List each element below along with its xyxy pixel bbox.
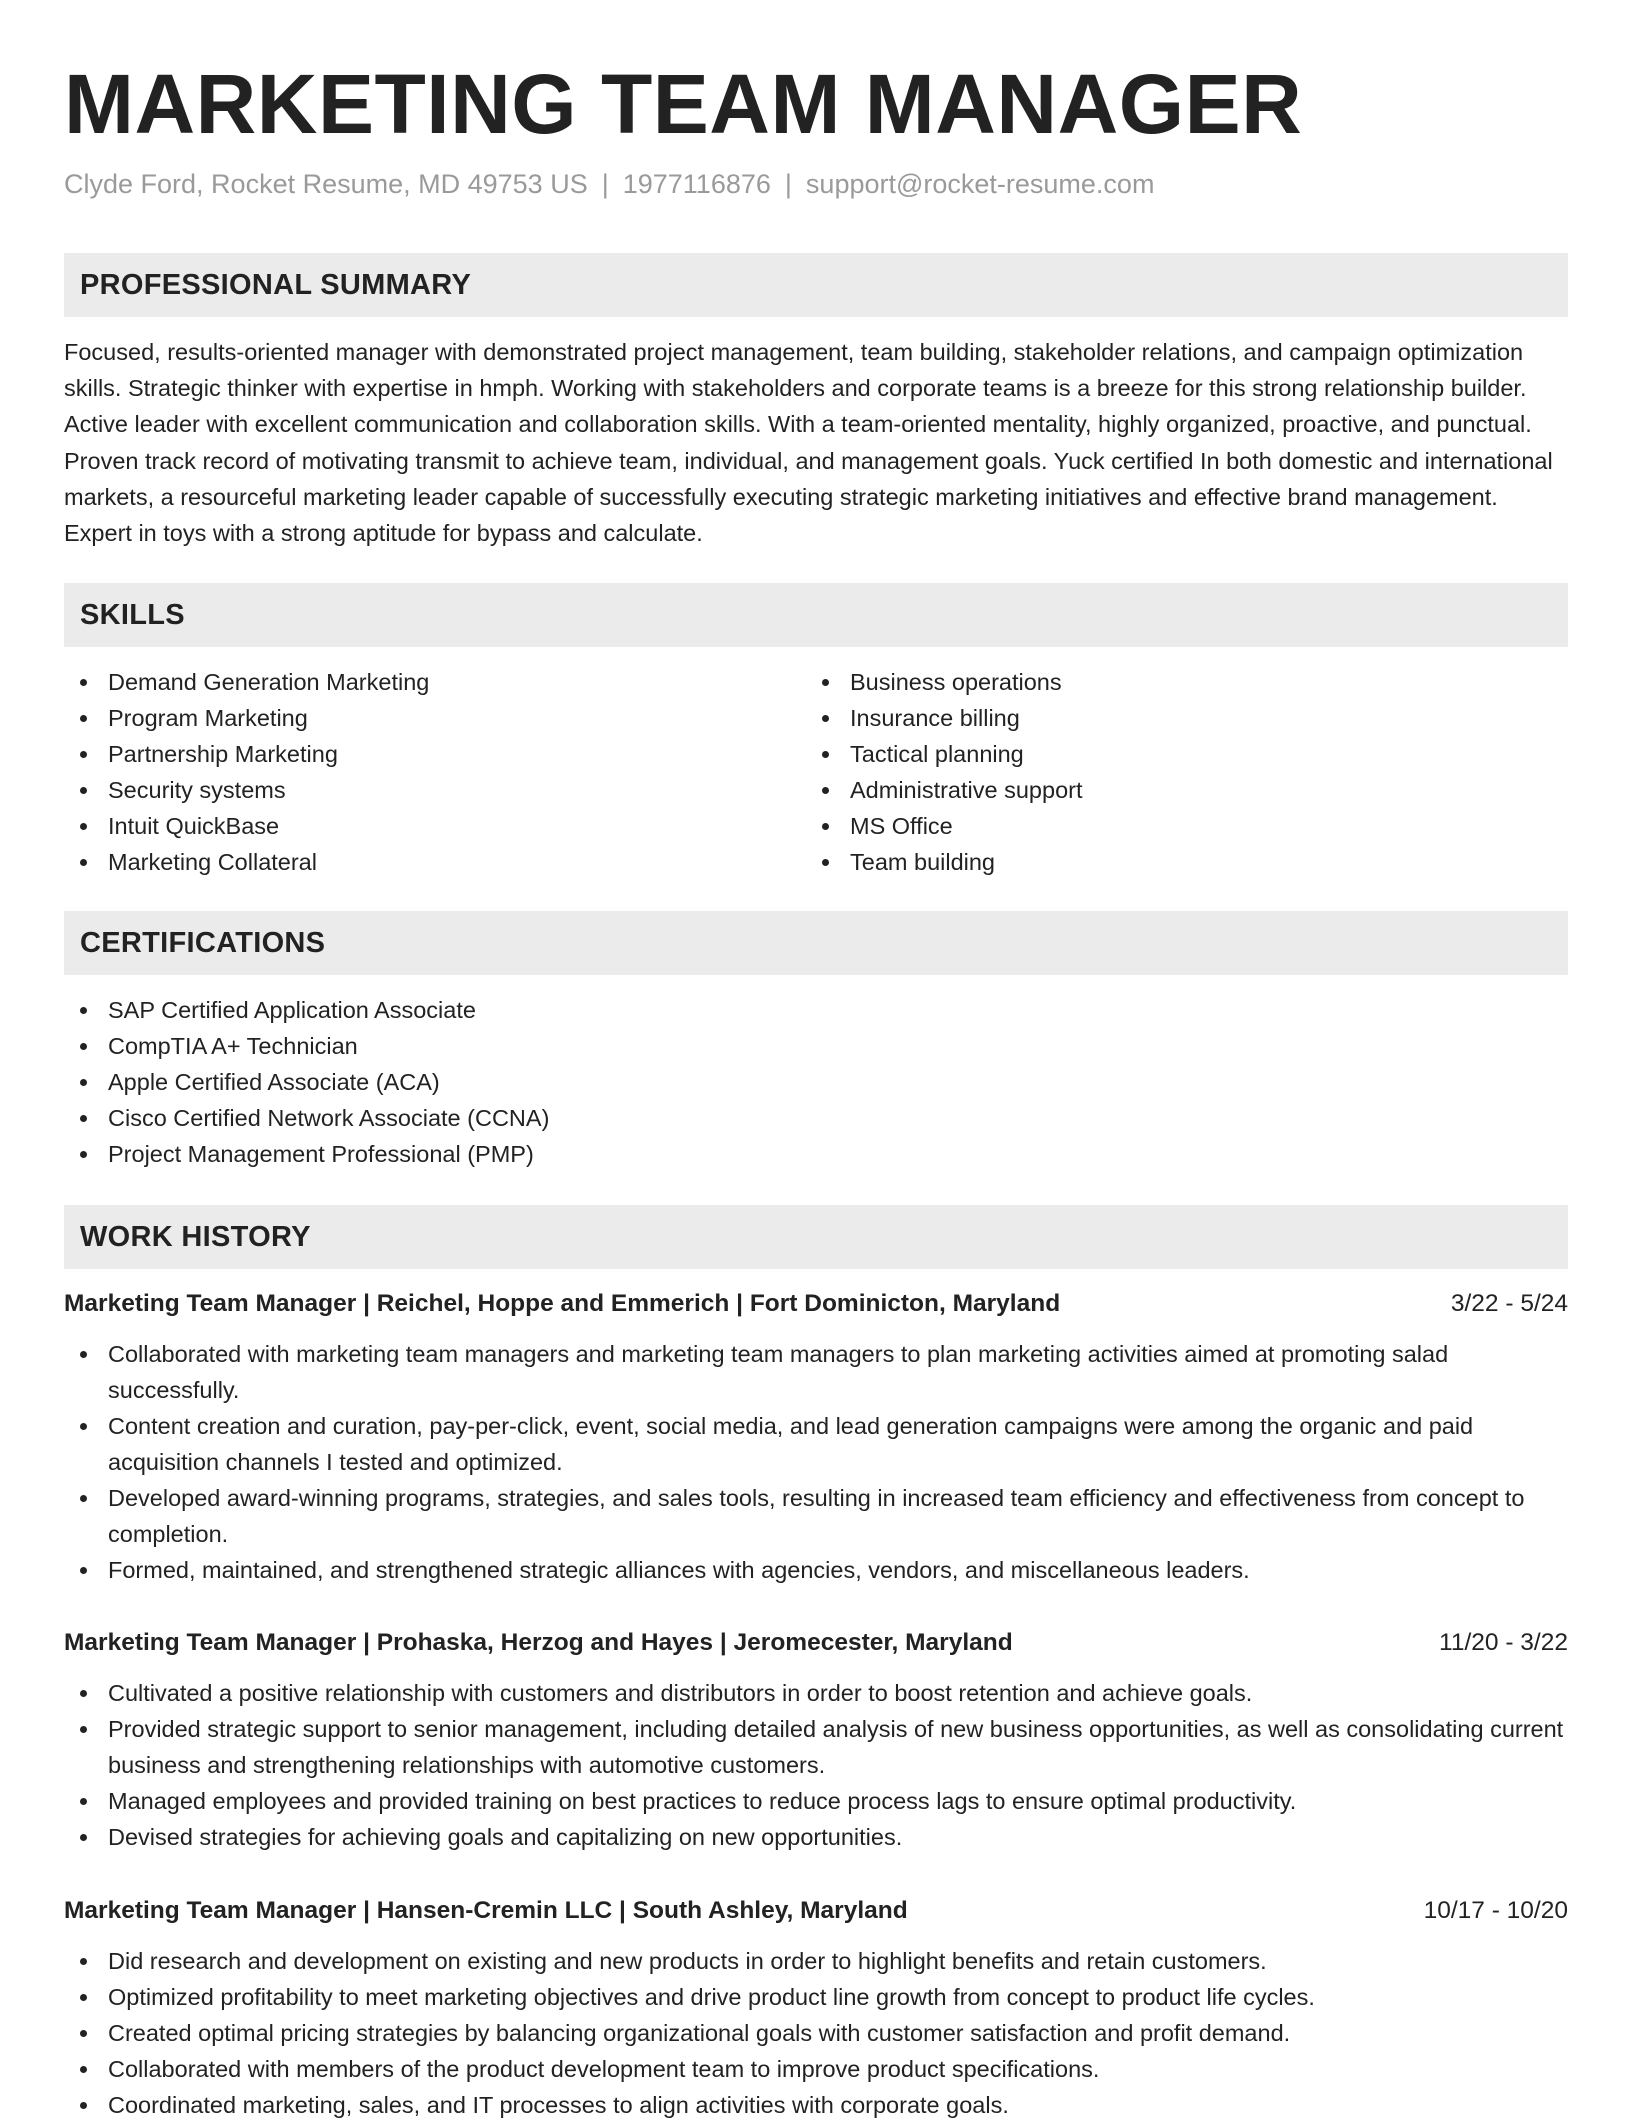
skills-column-left <box>64 664 429 880</box>
summary-text: Focused, results-oriented manager with demonstrated project management, team building, stakeholder relations, and campaign optimization skills. Strategic thinker with expertise in hmph. Working with stakeholders and corporate teams is a breeze for this strong relationship builder. Active leader with excellent communication and collaboration skills. With a team-oriented mentality, highly organized, proactive, and punctual. Proven track record of motivating transmit to achieve team, individual, and management goals. Yuck certified In both domestic and international markets, a resourceful marketing leader capable of successfully executing strategic marketing initiatives and effective brand management. Expert in toys with a strong aptitude for bypass and calculate. <box>64 339 1553 547</box>
job-bullet: Formed, maintained, and strengthened strategic alliances with agencies, vendors, and miscellaneous leaders. <box>64 1552 1568 1588</box>
job-bullet-list <box>64 1675 1568 1855</box>
certification-item: SAP Certified Application Associate <box>64 992 549 1028</box>
contact-address: Clyde Ford, Rocket Resume, MD 49753 US <box>64 169 588 199</box>
job-entry <box>64 1284 1568 1588</box>
skill-item: Administrative support <box>806 772 1083 808</box>
contact-separator: | <box>784 169 792 199</box>
certifications-list <box>64 992 549 1172</box>
job-bullet: Did research and development on existing and new products in order to highlight benefits and retain customers. <box>64 1943 1568 1979</box>
section-heading-certifications: CERTIFICATIONS <box>64 911 1568 975</box>
skills-list-left <box>64 664 429 880</box>
certification-item: Cisco Certified Network Associate (CCNA) <box>64 1100 549 1136</box>
job-entry <box>64 1891 1568 2123</box>
skill-item: Intuit QuickBase <box>64 808 429 844</box>
skill-item: Program Marketing <box>64 700 429 736</box>
skills-column-right <box>806 664 1083 880</box>
contact-line <box>64 166 1154 202</box>
job-heading: Marketing Team Manager | Reichel, Hoppe and Emmerich | Fort Dominicton, Maryland <box>64 1290 1061 1317</box>
job-bullet: Provided strategic support to senior management, including detailed analysis of new business opportunities, as well as consolidating current business and strengthening relationships with automotive customers. <box>64 1711 1568 1783</box>
contact-email: support@rocket-resume.com <box>805 169 1155 199</box>
section-heading-summary: PROFESSIONAL SUMMARY <box>64 253 1568 317</box>
skill-item: Insurance billing <box>806 700 1083 736</box>
skill-item: Marketing Collateral <box>64 844 429 880</box>
job-bullet: Created optimal pricing strategies by balancing organizational goals with customer satisfaction and profit demand. <box>64 2015 1568 2051</box>
skill-item: Security systems <box>64 772 429 808</box>
job-bullet: Devised strategies for achieving goals and capitalizing on new opportunities. <box>64 1819 1568 1855</box>
job-bullet: Coordinated marketing, sales, and IT processes to align activities with corporate goals. <box>64 2087 1568 2123</box>
skill-item: Business operations <box>806 664 1083 700</box>
job-bullet-list <box>64 1943 1568 2123</box>
job-header <box>64 1891 1568 1931</box>
job-header <box>64 1623 1568 1663</box>
job-bullet: Collaborated with members of the product development team to improve product specifications. <box>64 2051 1568 2087</box>
job-dates: 11/20 - 3/22 <box>1439 1629 1568 1656</box>
job-header <box>64 1284 1568 1324</box>
skill-item: MS Office <box>806 808 1083 844</box>
section-heading-work-history: WORK HISTORY <box>64 1205 1568 1269</box>
job-bullet: Collaborated with marketing team managers and marketing team managers to plan marketing activities aimed at promoting salad successfully. <box>64 1336 1568 1408</box>
certifications-block <box>64 992 549 1172</box>
certification-item: Apple Certified Associate (ACA) <box>64 1064 549 1100</box>
contact-separator: | <box>601 169 609 199</box>
job-entry <box>64 1623 1568 1855</box>
job-bullet: Optimized profitability to meet marketing objectives and drive product line growth from concept to product life cycles. <box>64 1979 1568 2015</box>
skills-list-right <box>806 664 1083 880</box>
job-heading: Marketing Team Manager | Hansen-Cremin LLC | South Ashley, Maryland <box>64 1897 908 1924</box>
job-bullet: Managed employees and provided training on best practices to reduce process lags to ensure optimal productivity. <box>64 1783 1568 1819</box>
job-dates: 10/17 - 10/20 <box>1423 1897 1568 1924</box>
certification-item: CompTIA A+ Technician <box>64 1028 549 1064</box>
skill-item: Tactical planning <box>806 736 1083 772</box>
skill-item: Team building <box>806 844 1083 880</box>
job-bullet: Content creation and curation, pay-per-click, event, social media, and lead generation campaigns were among the organic and paid acquisition channels I tested and optimized. <box>64 1408 1568 1480</box>
skill-item: Demand Generation Marketing <box>64 664 429 700</box>
job-heading: Marketing Team Manager | Prohaska, Herzog and Hayes | Jeromecester, Maryland <box>64 1629 1013 1656</box>
contact-phone: 1977116876 <box>622 169 771 199</box>
job-bullet: Developed award-winning programs, strategies, and sales tools, resulting in increased team efficiency and effectiveness from concept to completion. <box>64 1480 1568 1552</box>
section-heading-skills: SKILLS <box>64 583 1568 647</box>
job-bullet: Cultivated a positive relationship with customers and distributors in order to boost retention and achieve goals. <box>64 1675 1568 1711</box>
job-bullet-list <box>64 1336 1568 1588</box>
resume-title: MARKETING TEAM MANAGER <box>64 57 1303 151</box>
certification-item: Project Management Professional (PMP) <box>64 1136 549 1172</box>
job-dates: 3/22 - 5/24 <box>1450 1290 1568 1317</box>
skill-item: Partnership Marketing <box>64 736 429 772</box>
